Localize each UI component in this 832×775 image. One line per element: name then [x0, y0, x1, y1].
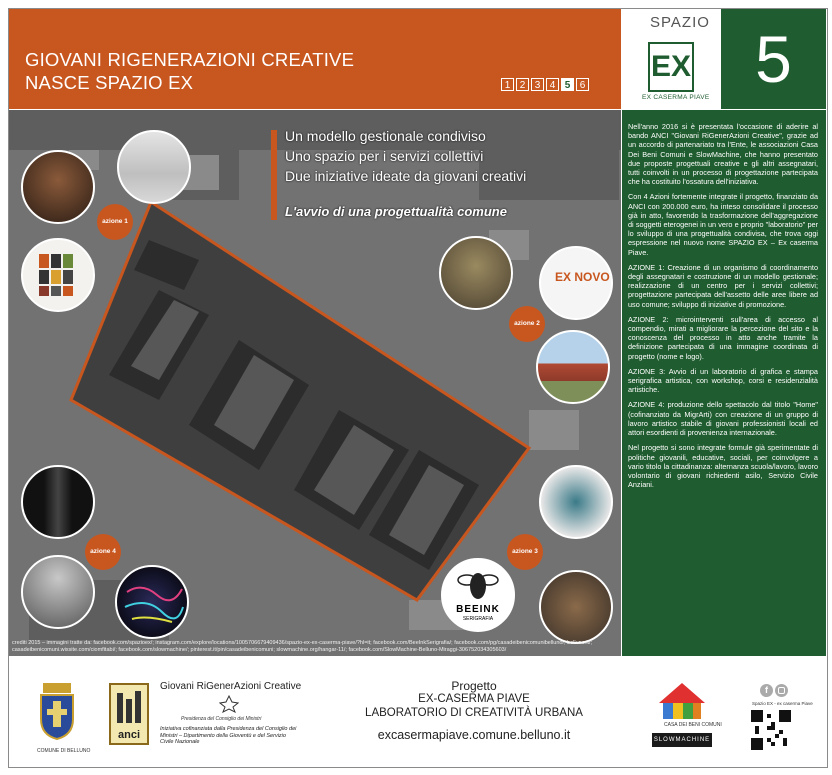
pager-item: 4: [546, 78, 559, 91]
photo-azione2-exnovo: [539, 246, 613, 320]
description-paragraph: AZIONE 4: produzione dello spettacolo dal titolo "Home" (cofinanziato da MigrArti) con creazione di un gruppo di lavoro artistico stabile di giovani professionisti locali ed attori esordienti di provenienza internazionale.: [628, 400, 818, 438]
description-paragraph: AZIONE 2: microinterventi sull'area di accesso al compendio, mirati a migliorare la percezione del sito e la conoscenza del processo in atto anche tramite la definizione partecipata di una immagine coordinata di progetto (nome e logo).: [628, 314, 818, 361]
qr-code-icon[interactable]: [751, 710, 791, 750]
bee-icon: [443, 566, 513, 606]
description-paragraph: Con 4 Azioni fortemente integrate il progetto, finanziato da ANCI con 200.000 euro, ha inteso consolidare il processo già in atto, favorendo la trasformazione dell'aggregazione di soggetti eterogenei in un vero e proprio "laboratorio" per lo sviluppo di una progettualità condivisa, che trova oggi espressione nel nuovo nome SPAZIO EX – Ex caserma Piave.: [628, 192, 818, 257]
title-line-2: NASCE SPAZIO EX: [25, 72, 194, 93]
grc-title: Giovani RiGenerAzioni Creative: [160, 681, 302, 692]
casa-beni-comuni-house-icon: [657, 681, 707, 721]
intro-accent-bar: [271, 130, 277, 220]
belluno-caption: COMUNE DI BELLUNO: [37, 748, 91, 754]
beeink-sub: SERIGRAFIA: [462, 616, 494, 622]
facebook-icon[interactable]: f: [760, 684, 773, 697]
photo-azione1-office: [117, 130, 191, 204]
photo-credits: crediti 2015 – immagini tratte da: facebook.com/spazioex/; instagram.com/explore/locations/1005706679409436/spazio-ex-ex-caserma-piave/?hl=it; facebook.com/BeeInkSerigrafia/; facebook.com/pg/casadeibenicomunibelluno/; belluno.it/; casadeibenicomuni.wixsite.com/ciomfitabi/; facebook.com/slowmachine/; pinterest.it/pin/casadeibenicomuni; slowmachine.org/hangar-11/; facebook.com/SlowMachine-Belluno-Miraggi-306752034305603/: [12, 640, 593, 653]
badge-azione-1: azione 1: [97, 204, 133, 240]
project-label: Progetto: [451, 679, 497, 693]
anci-logo: [109, 683, 149, 745]
spazio-ex-logo: [622, 9, 720, 109]
photo-azione1-room: [21, 150, 95, 224]
project-url[interactable]: excasermapiave.comune.belluno.it: [377, 728, 571, 742]
instagram-icon[interactable]: [775, 684, 788, 697]
aerial-map: [9, 110, 621, 656]
grc-signature: Presidenza del Consiglio dei Ministri: [181, 716, 262, 722]
neon-drawing-icon: [117, 567, 187, 637]
photo-azione4-lights: [115, 565, 189, 639]
logo-ex-mark: EX: [648, 42, 694, 92]
photo-azione4-rehearsal: [21, 555, 95, 629]
anci-label: anci: [117, 729, 140, 741]
project-block: [349, 679, 599, 742]
intro-line-3: Due iniziative ideate da giovani creativi: [285, 168, 527, 184]
panel-title: [25, 48, 354, 94]
badge-azione-4: azione 4: [85, 534, 121, 570]
photo-azione3-lab: [539, 465, 613, 539]
description-column: [622, 110, 826, 656]
project-name-1: EX-CASERMA PIAVE: [418, 693, 530, 705]
description-text: [628, 122, 818, 495]
panel-number: 5: [721, 9, 826, 109]
title-line-1: GIOVANI RIGENERAZIONI CREATIVE: [25, 49, 355, 70]
photo-azione2-fence: [439, 236, 513, 310]
exnovo-label: EX NOVO: [555, 270, 610, 284]
intro-line-2: Uno spazio per i servizi collettivi: [285, 148, 484, 164]
photo-azione1-posters: [21, 238, 95, 312]
slowmachine-logo: SLOWMACHINE: [652, 733, 712, 747]
pager-item-active: 5: [561, 78, 574, 91]
social-caption: Spazio EX - ex caserma Piave: [752, 701, 813, 706]
badge-azione-2: azione 2: [509, 306, 545, 342]
photo-azione2-building: [536, 330, 610, 404]
photo-azione4-stage: [21, 465, 95, 539]
description-paragraph: AZIONE 3: Avvio di un laboratorio di grafica e stampa serigrafica artistica, con workshop, corsi e residenzialità artistiche.: [628, 366, 818, 395]
italian-emblem-icon: [219, 695, 239, 713]
intro-line-1: Un modello gestionale condiviso: [285, 128, 486, 144]
casa-caption: CASA DEI BENI COMUNI: [664, 722, 722, 728]
logo-spazio-text: SPAZIO: [650, 14, 710, 31]
description-paragraph: Nell'anno 2016 si è presentata l'occasione di aderire al bando ANCI "Giovani RiGenerAzioni Creative", grazie ad un accordo di partenariato tra l'Ente, le associazioni Casa Dei Beni Comuni e SlowMachine, che hanno presentato due proposte progettuali creative e gli altri assegnatari, tutti coinvolti in un processo di progettazione partecipata che ha costituito l'ossatura dell'iniziativa.: [628, 122, 818, 187]
pager-item: 6: [576, 78, 589, 91]
poster-grid-icon: [23, 240, 93, 310]
logo-subtitle: EX CASERMA PIAVE: [642, 94, 710, 101]
aerial-photo: [9, 110, 621, 656]
intro-subtitle: L'avvio di una progettualità comune: [285, 204, 507, 219]
panel-pager: [501, 78, 589, 91]
pager-item: 2: [516, 78, 529, 91]
footer-logos: [9, 657, 826, 765]
photo-azione3-workshop: [539, 570, 613, 644]
building-icon: [111, 687, 147, 727]
beeink-label: BEEINK: [456, 604, 500, 615]
project-name-2: LABORATORIO DI CREATIVITÀ URBANA: [365, 706, 583, 719]
pager-item: 1: [501, 78, 514, 91]
badge-azione-3: azione 3: [507, 534, 543, 570]
description-paragraph: AZIONE 1: Creazione di un organismo di coordinamento degli assegnatari e costruzione di un modello gestionale; realizzazione di un centro per i servizi collettivi; progettazione partecipata dell'assetto delle aree libere ad uso comune; sviluppo di iniziative di promozione.: [628, 262, 818, 309]
pager-item: 3: [531, 78, 544, 91]
photo-azione3-beeink: [441, 558, 515, 632]
belluno-coat-of-arms-icon: [37, 681, 77, 741]
header-banner: [9, 9, 621, 109]
grc-subtitle: Iniziativa cofinanziata dalla Presidenza del Consiglio dei Ministri – Dipartimento della Gioventù e del Servizio Civile Nazionale: [160, 726, 297, 745]
description-paragraph: Nel progetto si sono integrate formule già sperimentate di politiche giovanili, educative, sociali, per coinvolgere a vario titolo la cittadinanza: alternanza scuola/lavoro, lavoro volontario di giovani richiedenti asilo, Servizio Civile Anziani.: [628, 443, 818, 490]
